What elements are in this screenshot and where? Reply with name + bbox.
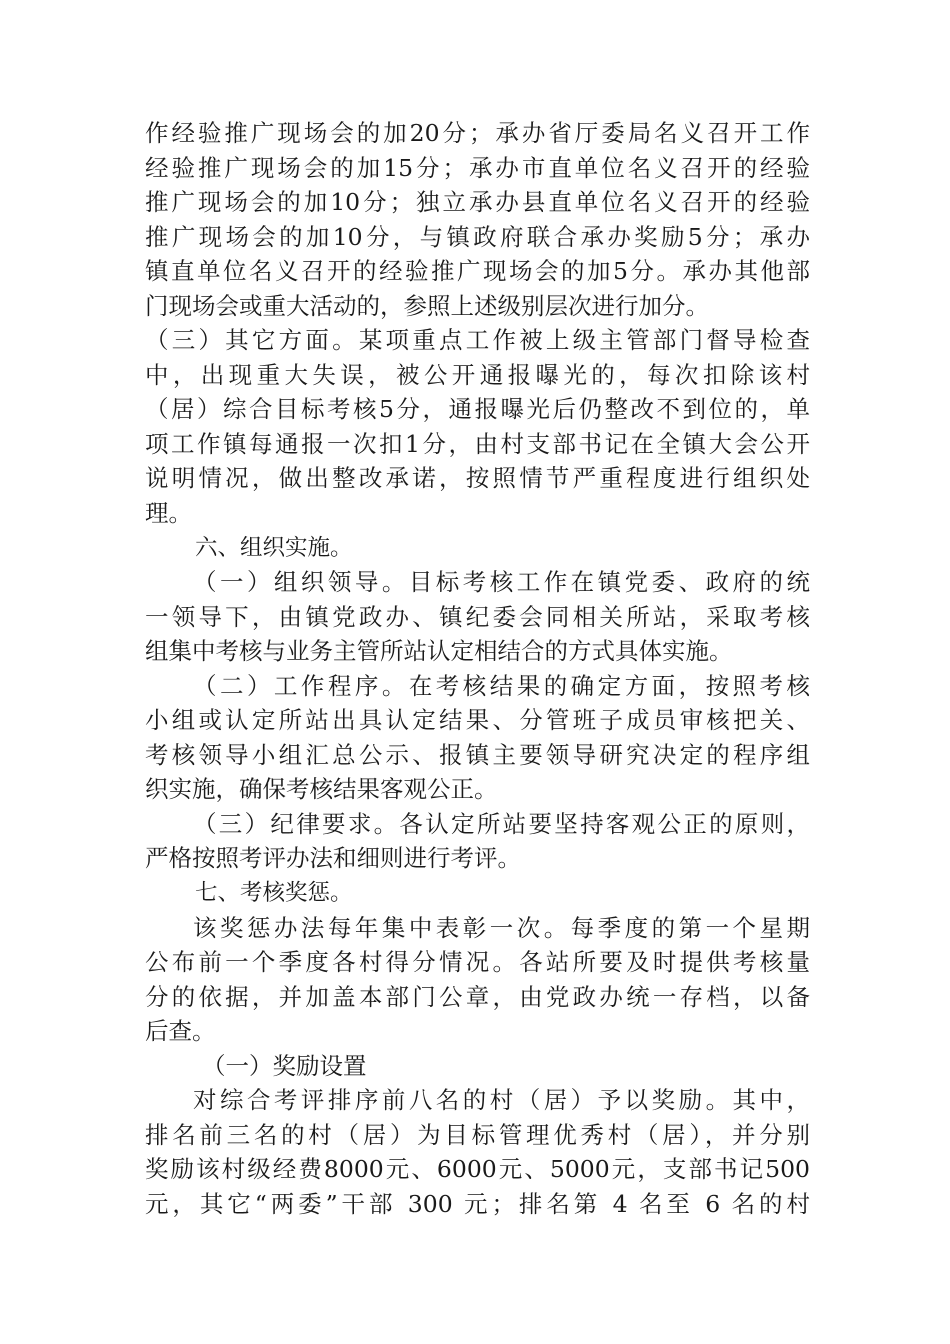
paragraph-line: 分的依据，并加盖本部门公章，由党政办统一存档，以备 bbox=[145, 982, 810, 1011]
paragraph-line: 理。 bbox=[145, 499, 192, 528]
paragraph-line: 镇直单位名义召开的经验推广现场会的加5分。承办其他部 bbox=[145, 257, 810, 286]
paragraph-line: （居）综合目标考核5分，通报曝光后仍整改不到位的，单 bbox=[145, 395, 810, 424]
paragraph-line: 考核领导小组汇总公示、报镇主要领导研究决定的程序组 bbox=[145, 740, 810, 769]
paragraph-line: 小组或认定所站出具认定结果、分管班子成员审核把关、 bbox=[145, 706, 810, 735]
paragraph-line: 严格按照考评办法和细则进行考评。 bbox=[145, 844, 521, 873]
paragraph-line: 一领导下，由镇党政办、镇纪委会同相关所站，采取考核 bbox=[145, 602, 810, 631]
paragraph-line: 项工作镇每通报一次扣1分，由村支部书记在全镇大会公开 bbox=[145, 429, 810, 458]
paragraph-line: 元，其它“两委”干部 300 元；排名第 4 名至 6 名的村 bbox=[145, 1189, 810, 1218]
paragraph-line: 作经验推广现场会的加20分；承办省厅委局名义召开工作 bbox=[145, 119, 810, 147]
subsection-heading: （一）奖励设置 bbox=[202, 1051, 367, 1080]
paragraph-line: 该奖惩办法每年集中表彰一次。每季度的第一个星期 bbox=[193, 913, 810, 942]
section-heading: 七、考核奖惩。 bbox=[195, 880, 353, 907]
paragraph-line: 说明情况，做出整改承诺，按照情节严重程度进行组织处 bbox=[145, 464, 810, 493]
paragraph-line: 推广现场会的加10分；独立承办县直单位名义召开的经验 bbox=[145, 188, 810, 217]
paragraph-line: 排名前三名的村（居）为目标管理优秀村（居），并分别 bbox=[145, 1120, 810, 1149]
paragraph-line: 中，出现重大失误，被公开通报曝光的，每次扣除该村 bbox=[145, 360, 810, 389]
paragraph-line: 门现场会或重大活动的，参照上述级别层次进行加分。 bbox=[145, 291, 709, 320]
paragraph-line: 后查。 bbox=[145, 1017, 216, 1046]
paragraph-line: 推广现场会的加10分，与镇政府联合承办奖励5分；承办 bbox=[145, 222, 810, 251]
paragraph-line: （一）组织领导。目标考核工作在镇党委、政府的统 bbox=[193, 568, 810, 597]
paragraph-line: 公布前一个季度各村得分情况。各站所要及时提供考核量 bbox=[145, 948, 810, 977]
paragraph-line: （三）其它方面。某项重点工作被上级主管部门督导检查 bbox=[145, 326, 810, 355]
paragraph-line: （三）纪律要求。各认定所站要坚持客观公正的原则， bbox=[193, 809, 810, 838]
paragraph-line: 织实施，确保考核结果客观公正。 bbox=[145, 775, 498, 804]
document-body bbox=[145, 116, 810, 1222]
paragraph-line: 对综合考评排序前八名的村（居）予以奖励。其中， bbox=[193, 1086, 810, 1115]
section-heading: 六、组织实施。 bbox=[195, 534, 353, 561]
paragraph-line: （二）工作程序。在考核结果的确定方面，按照考核 bbox=[193, 671, 810, 700]
paragraph-line: 经验推广现场会的加15分；承办市直单位名义召开的经验 bbox=[145, 153, 810, 182]
paragraph-line: 奖励该村级经费8000元、6000元、5000元，支部书记500 bbox=[145, 1155, 810, 1184]
paragraph-line: 组集中考核与业务主管所站认定相结合的方式具体实施。 bbox=[145, 637, 733, 666]
